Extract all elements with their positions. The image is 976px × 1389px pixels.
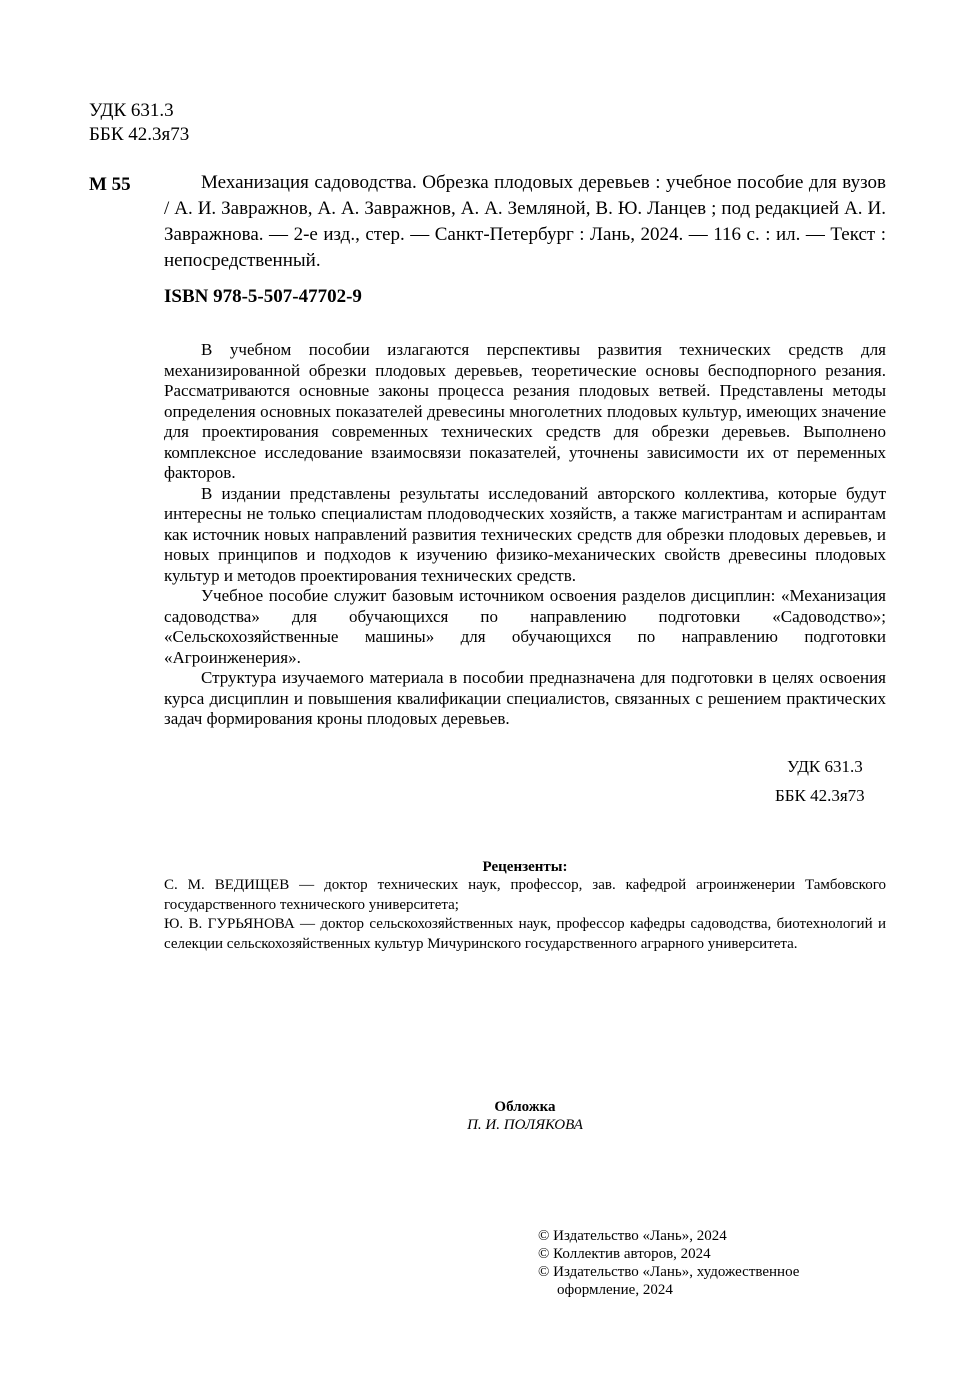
author-mark: М 55 bbox=[89, 174, 131, 195]
annotation-paragraph: Учебное пособие служит базовым источником освоения разделов дисциплин: «Механизация садоводства» для обучающихся по направлению подготовки «Садоводство»; «Сельскохозяйственные машины» для обучающихся по направлению подготовки «Агроинженерия». bbox=[164, 586, 886, 667]
copyright-line-continuation: оформление, 2024 bbox=[557, 1282, 673, 1298]
copyright-line: © Издательство «Лань», художественное bbox=[538, 1264, 800, 1280]
copyright-line: © Издательство «Лань», 2024 bbox=[538, 1228, 727, 1244]
annotation-paragraph: В издании представлены результаты исследований авторского коллектива, которые будут интересны не только специалистам плодоводческих хозяйств, а также магистрантам и аспирантам как источник новых направлений развития технических средств для обрезки плодовых деревьев, и новых принципов и подходов к изучению физико-механических свойств древесины плодовых культур и методов проектирования технических средств. bbox=[164, 483, 886, 585]
copyright-line: © Коллектив авторов, 2024 bbox=[538, 1246, 711, 1262]
classification-bbk: ББК 42.3я73 bbox=[775, 786, 865, 805]
reviewer-entry: С. М. ВЕДИЩЕВ — доктор технических наук, профессор, зав. кафедрой агроинженерии Тамбовского государственного технического университета; bbox=[164, 877, 886, 913]
isbn: ISBN 978-5-507-47702-9 bbox=[164, 286, 362, 307]
copyright-block bbox=[538, 1227, 868, 1299]
reviewer-entry: Ю. В. ГУРЬЯНОВА — доктор сельскохозяйственных наук, профессор кафедры садоводства, биотехнологий и селекции сельскохозяйственных культур Мичуринского государственного аграрного университета. bbox=[164, 916, 886, 952]
header-bbk: ББК 42.3я73 bbox=[89, 124, 190, 145]
annotation-paragraph: Структура изучаемого материала в пособии предназначена для подготовки в целях освоения курса дисциплин и повышения квалификации специалистов, связанных с решением практических задач формирования кроны плодовых деревьев. bbox=[164, 668, 886, 728]
reviewers-list bbox=[164, 876, 886, 954]
reviewers-title: Рецензенты: bbox=[482, 859, 568, 875]
annotation bbox=[164, 340, 886, 730]
bibliographic-record: Механизация садоводства. Обрезка плодовых деревьев : учебное пособие для вузов / А. И. Завражнов, А. А. Завражнов, А. А. Земляной, В. Ю. Ланцев ; под редакцией А. И. Завражнова. — 2-е изд., стер. — Санкт-Петербург : Лань, 2024. — 116 с. : ил. — Текст : непосредственный. bbox=[164, 172, 886, 271]
header-udk: УДК 631.3 bbox=[89, 100, 174, 121]
cover-title: Обложка bbox=[494, 1099, 556, 1115]
cover-designer: П. И. ПОЛЯКОВА bbox=[467, 1117, 583, 1133]
classification-udk: УДК 631.3 bbox=[787, 757, 863, 776]
annotation-paragraph: В учебном пособии излагаются перспективы развития технических средств для механизированной обрезки плодовых деревьев, теоретические основы бесподпорного резания. Рассматриваются основные законы процесса резания плодовых ветвей. Представлены методы определения основных показателей древесины многолетних плодовых культур, имеющих значение для проектирования современных технических средств для обрезки деревьев. Выполнено комплексное исследование взаимосвязи показателей, уточнены зависимости их от переменных факторов. bbox=[164, 340, 886, 482]
